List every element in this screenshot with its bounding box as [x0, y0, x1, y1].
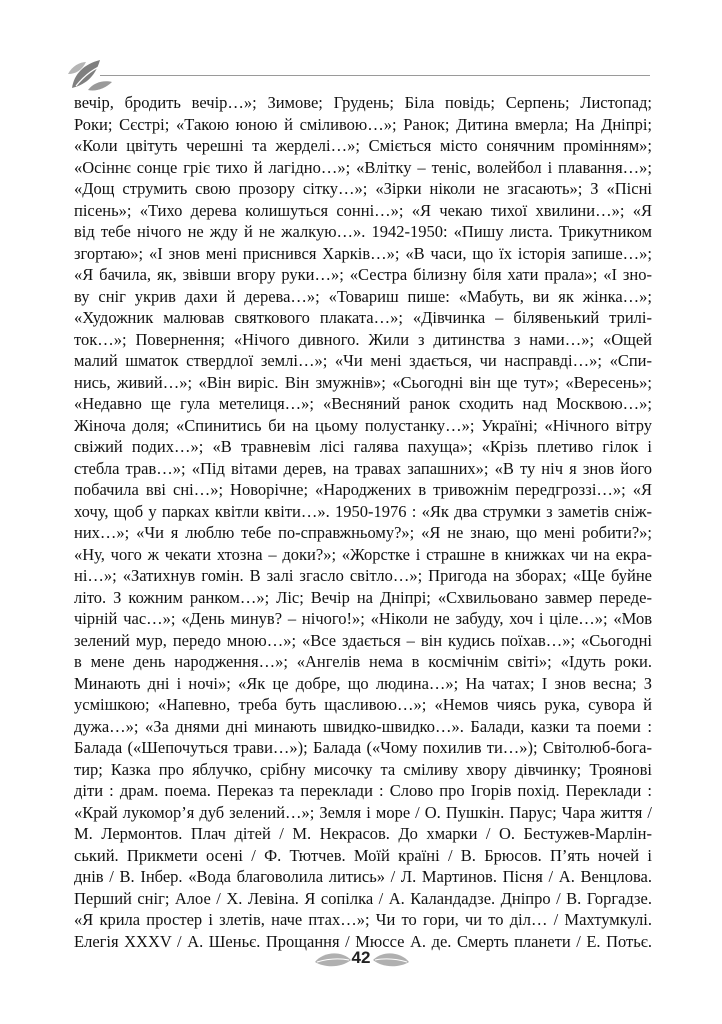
text-line: стебла трав…»; «Під вітами дерев, на травах запашних»; «В ту ніч я знов його	[74, 458, 652, 478]
text-line: Жіноча доля; «Спинитись би на цьому полустанку…»; Україні; «Нічного вітру	[74, 415, 652, 435]
text-line: «Коли цвітуть черешні та жерделі…»; Сміється місто сонячним промінням»;	[74, 136, 652, 155]
text-line: ток…»; Повернення; «Нічого дивного. Жили з дитинства з нами…»; «Ощей	[74, 329, 652, 349]
bibliography-text	[74, 92, 652, 952]
leaves-ornament-icon	[66, 50, 114, 92]
text-line: в мене день народження…»; «Ангелів нема в космічнім світі»; «Ідуть роки.	[74, 652, 652, 671]
page-number: 42	[351, 948, 371, 967]
text-line: зелений мур, передо мною…»; «Все здається – він кудись поїхав…»; «Сьогодні	[74, 630, 652, 650]
page-footer	[0, 946, 722, 976]
text-line: Елегія XXXV / А. Шеньє. Прощання / Мюссе А. де. Смерть планети / Е. Потьє.	[74, 931, 652, 951]
text-line: ні…»; «Затихнув гомін. В залі згасло світло…»; Пригода на зборах; «Ще буйне	[74, 566, 652, 585]
text-line: пісень»; «Тихо дерева колишуться сонні…»; «Я чекаю тихої хвилини…»; «Я	[74, 200, 652, 220]
text-line: Балада («Шепочуться трави…»); Балада («Чому похилив ти…»); Світолюб-бога-	[74, 738, 652, 757]
header-rule	[100, 75, 650, 76]
text-line: Роки; Сєстрі; «Такою юною й сміливою…»; Ранок; Дитина вмерла; На Дніпрі;	[74, 114, 652, 134]
text-line: Минають дні і ночі»; «Як це добре, що людина…»; На чатах; І знов весна; З	[74, 673, 652, 693]
text-line: «Ну, чого ж чекати хтозна – доки?»; «Жорстке і страшне в книжках чи на екра-	[74, 544, 652, 564]
text-line: ський. Прикмети осені / Ф. Тютчев. Моїй країні / В. Брюсов. П’ять ночей і	[74, 845, 652, 865]
text-line: Перший сніг; Алое / Х. Левіна. Я сопілка / А. Каландадзе. Дніпро / В. Горгадзе.	[74, 888, 652, 908]
text-line: від тебе нічого не жду й не жалкую…». 1942-1950: «Пишу листа. Трикутником	[74, 222, 652, 241]
text-line: літо. З кожним ранком…»; Ліс; Вечір на Дніпрі; «Схвильовано завмер переде-	[74, 587, 652, 607]
text-line: днів / В. Інбер. «Вода благоволила литись» / Л. Мартинов. Пісня / А. Венцлова.	[74, 867, 652, 886]
text-line: них…»; «Чи я люблю тебе по-справжньому?»; «Я не знаю, що мені робити?»;	[74, 523, 652, 542]
text-line: усмішкою; «Напевно, треба буть щасливою…»; «Немов чиясь рука, сувора й	[74, 695, 652, 714]
text-line: малий шматок ствердлої землі…»; «Чи мені здається, чи насправді…»; «Спи-	[74, 351, 652, 370]
text-line: чірній час…»; «День минув? – нічого!»; «Ніколи не забуду, хоч і ціле…»; «Мов	[74, 609, 652, 628]
text-line: вечір, бродить вечір…»; Зимове; Грудень; Біла повідь; Серпень; Листопад;	[74, 93, 652, 112]
text-line: «Дощ струмить свою прозору сітку…»; «Зірки ніколи не згасають»; З «Пісні	[74, 179, 652, 198]
text-line: згортаю»; «І знов мені приснився Харків…»; «В часи, що їх історія запише…»;	[74, 243, 652, 263]
text-line: «Край лукомор’я дуб зелений…»; Земля і море / О. Пушкін. Парус; Чара життя /	[74, 802, 652, 822]
text-line: «Осіннє сонце гріє тихо й лагідно…»; «Влітку – теніс, волейбол і плавання…»;	[74, 157, 652, 177]
text-line: ву сніг укрив дахи й дерева…»; «Товариш пише: «Мабуть, ви як жінка…»;	[74, 286, 652, 306]
text-line: дужа…»; «За днями дні минають швидко-швидко…». Балади, казки та поеми :	[74, 716, 652, 736]
text-line: нись, живий…»; «Він виріс. Він змужнів»; «Сьогодні він ще тут»; «Вересень»;	[74, 372, 652, 392]
leaf-right-icon	[371, 950, 411, 970]
text-line: діти : драм. поема. Переказ та переклади : Слово про Ігорів похід. Переклади :	[74, 781, 652, 800]
text-line: «Художник малював святкового плаката…»; «Дівчинка – білявенький трилі-	[74, 308, 652, 327]
text-line: «Я бачила, як, звівши вгору руки…»; «Сестра білизну біля хати прала»; «І зно-	[74, 265, 652, 284]
text-line: М. Лермонтов. Плач дітей / М. Некрасов. До хмарки / О. Бестужев-Марлін-	[74, 824, 652, 843]
text-line: «Я крила простер і злетів, наче птах…»; Чи то гори, чи то діл… / Махтумкулі.	[74, 910, 652, 929]
text-line: тир; Казка про яблучко, срібну мисочку та сміливу хвору дівчинку; Троянові	[74, 759, 652, 779]
text-line: побачила вві сні…»; Новорічне; «Народжених в тривожнім передгроззі…»; «Я	[74, 480, 652, 499]
text-line: «Недавно ще гула метелиця…»; «Весняний ранок сходить над Москвою…»;	[74, 394, 652, 413]
text-line: свіжий подих…»; «В травневім лісі галява пахуща»; «Крізь плетиво гілок і	[74, 437, 652, 456]
text-line: хочу, щоб у парках квітли квіти…». 1950-1976 : «Як два струмки з заметів сніж-	[74, 501, 652, 521]
